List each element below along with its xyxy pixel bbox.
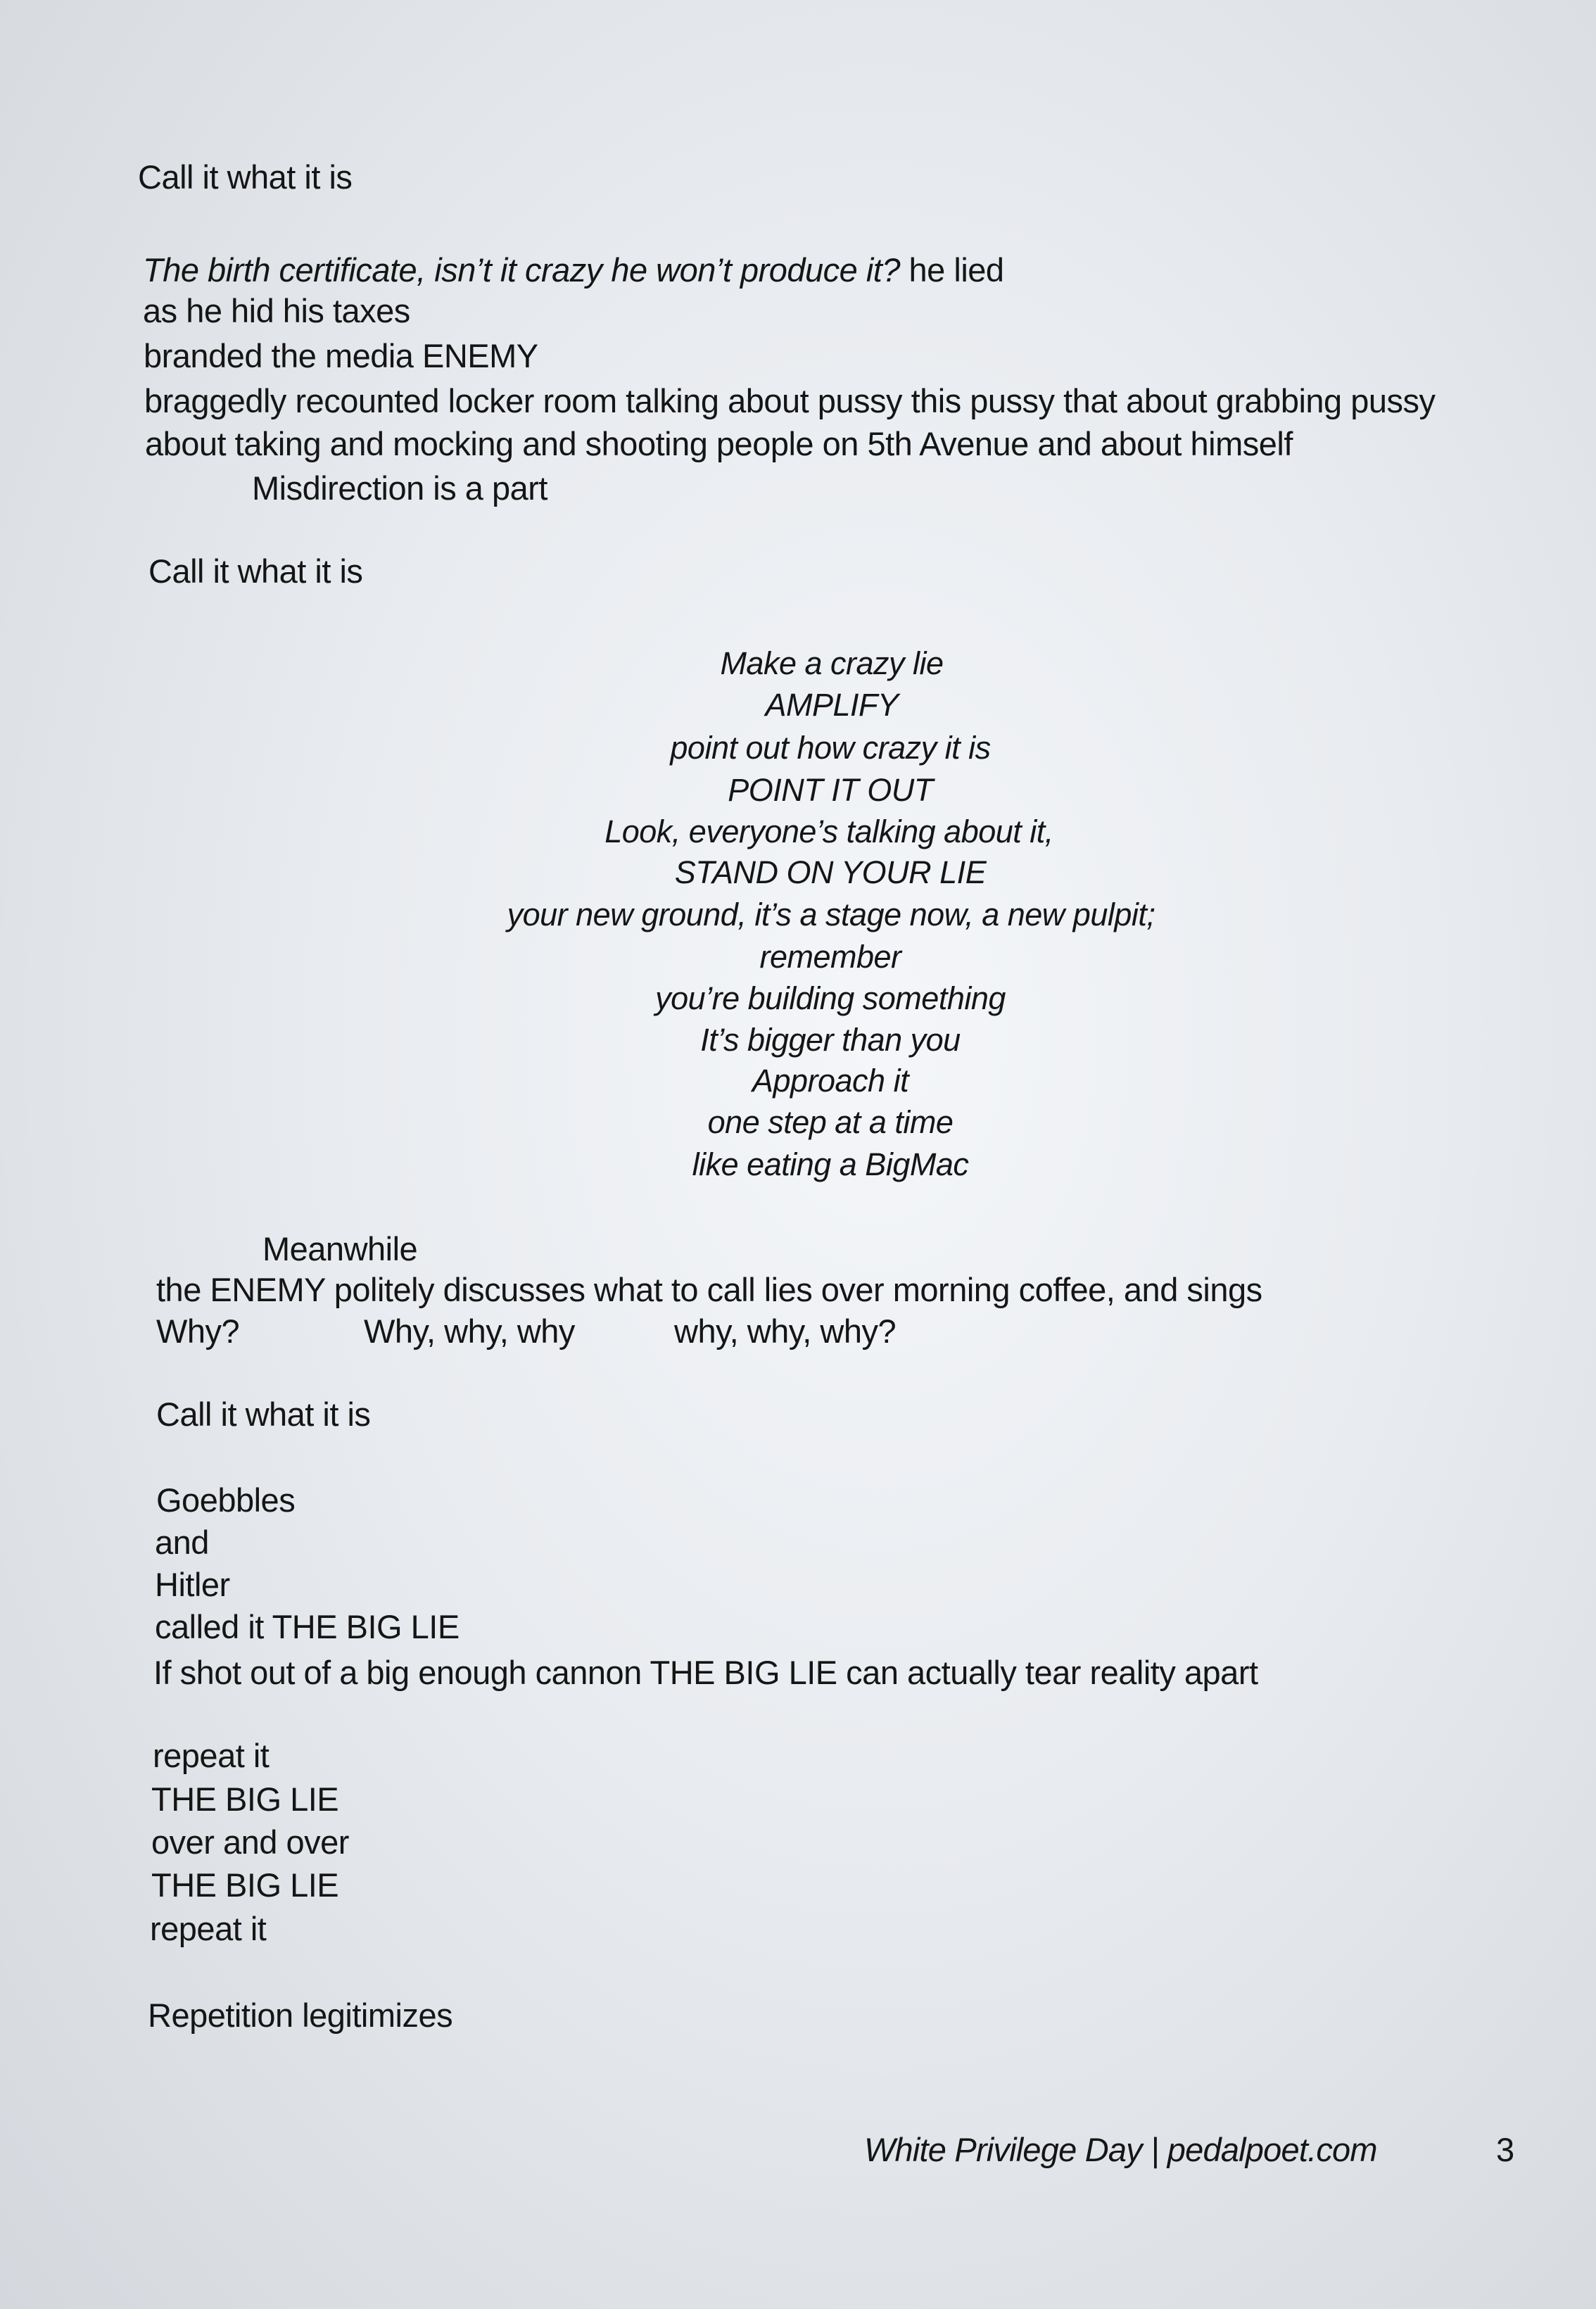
centered-line: POINT IT OUT xyxy=(728,772,933,808)
stanza3-line: and xyxy=(155,1524,209,1561)
centered-line: one step at a time xyxy=(707,1104,954,1140)
centered-line: you’re building something xyxy=(655,980,1006,1016)
poem-title: Call it what it is xyxy=(138,158,353,196)
stanza1-line6: Misdirection is a part xyxy=(252,469,547,507)
closing-line: Repetition legitimizes xyxy=(148,1997,453,2034)
centered-line: AMPLIFY xyxy=(765,687,899,723)
stanza1-line4: braggedly recounted locker room talking about pussy this pussy that about grabbing pussy xyxy=(144,382,1436,419)
stanza1-line1-rest: he lied xyxy=(899,251,1004,289)
centered-line: Make a crazy lie xyxy=(720,645,944,681)
stanza1-line5: about taking and mocking and shooting people on 5th Avenue and about himself xyxy=(145,425,1293,462)
stanza4-line: over and over xyxy=(151,1823,349,1861)
page-number: 3 xyxy=(1496,2131,1514,2168)
stanza2-line1: the ENEMY politely discusses what to call lies over morning coffee, and sings xyxy=(156,1271,1262,1308)
stanza2-why-2: Why, why, why xyxy=(364,1312,575,1350)
stanza2-why-1: Why? xyxy=(156,1312,240,1350)
centered-line: It’s bigger than you xyxy=(700,1022,961,1058)
centered-line: Look, everyone’s talking about it, xyxy=(604,814,1053,849)
refrain-2: Call it what it is xyxy=(156,1396,371,1433)
stanza1-line1-italic: The birth certificate, isn’t it crazy he won’t produce it? xyxy=(143,251,900,289)
stanza2-meanwhile: Meanwhile xyxy=(262,1230,418,1267)
refrain-1: Call it what it is xyxy=(148,552,363,590)
centered-line: remember xyxy=(759,939,901,975)
centered-line: like eating a BigMac xyxy=(692,1146,969,1182)
stanza1-line1 xyxy=(143,249,1004,291)
stanza3-line: Goebbles xyxy=(156,1481,296,1519)
stanza4-line: repeat it xyxy=(153,1737,270,1774)
stanza4-line: THE BIG LIE xyxy=(151,1780,339,1818)
stanza3-line: If shot out of a big enough cannon THE BIG LIE can actually tear reality apart xyxy=(153,1654,1258,1691)
stanza4-line: repeat it xyxy=(150,1910,267,1947)
centered-line: STAND ON YOUR LIE xyxy=(674,854,987,890)
stanza3-line: Hitler xyxy=(155,1566,230,1603)
stanza1-line3: branded the media ENEMY xyxy=(144,337,538,374)
stanza1-line2: as he hid his taxes xyxy=(143,292,410,329)
stanza2-why-3: why, why, why? xyxy=(674,1312,897,1350)
centered-line: your new ground, it’s a stage now, a new pulpit; xyxy=(507,897,1155,932)
centered-line: point out how crazy it is xyxy=(670,730,991,766)
footer-source: White Privilege Day | pedalpoet.com xyxy=(864,2131,1377,2168)
centered-line: Approach it xyxy=(752,1063,909,1099)
stanza4-line: THE BIG LIE xyxy=(151,1866,339,1904)
stanza3-line: called it THE BIG LIE xyxy=(155,1608,460,1645)
